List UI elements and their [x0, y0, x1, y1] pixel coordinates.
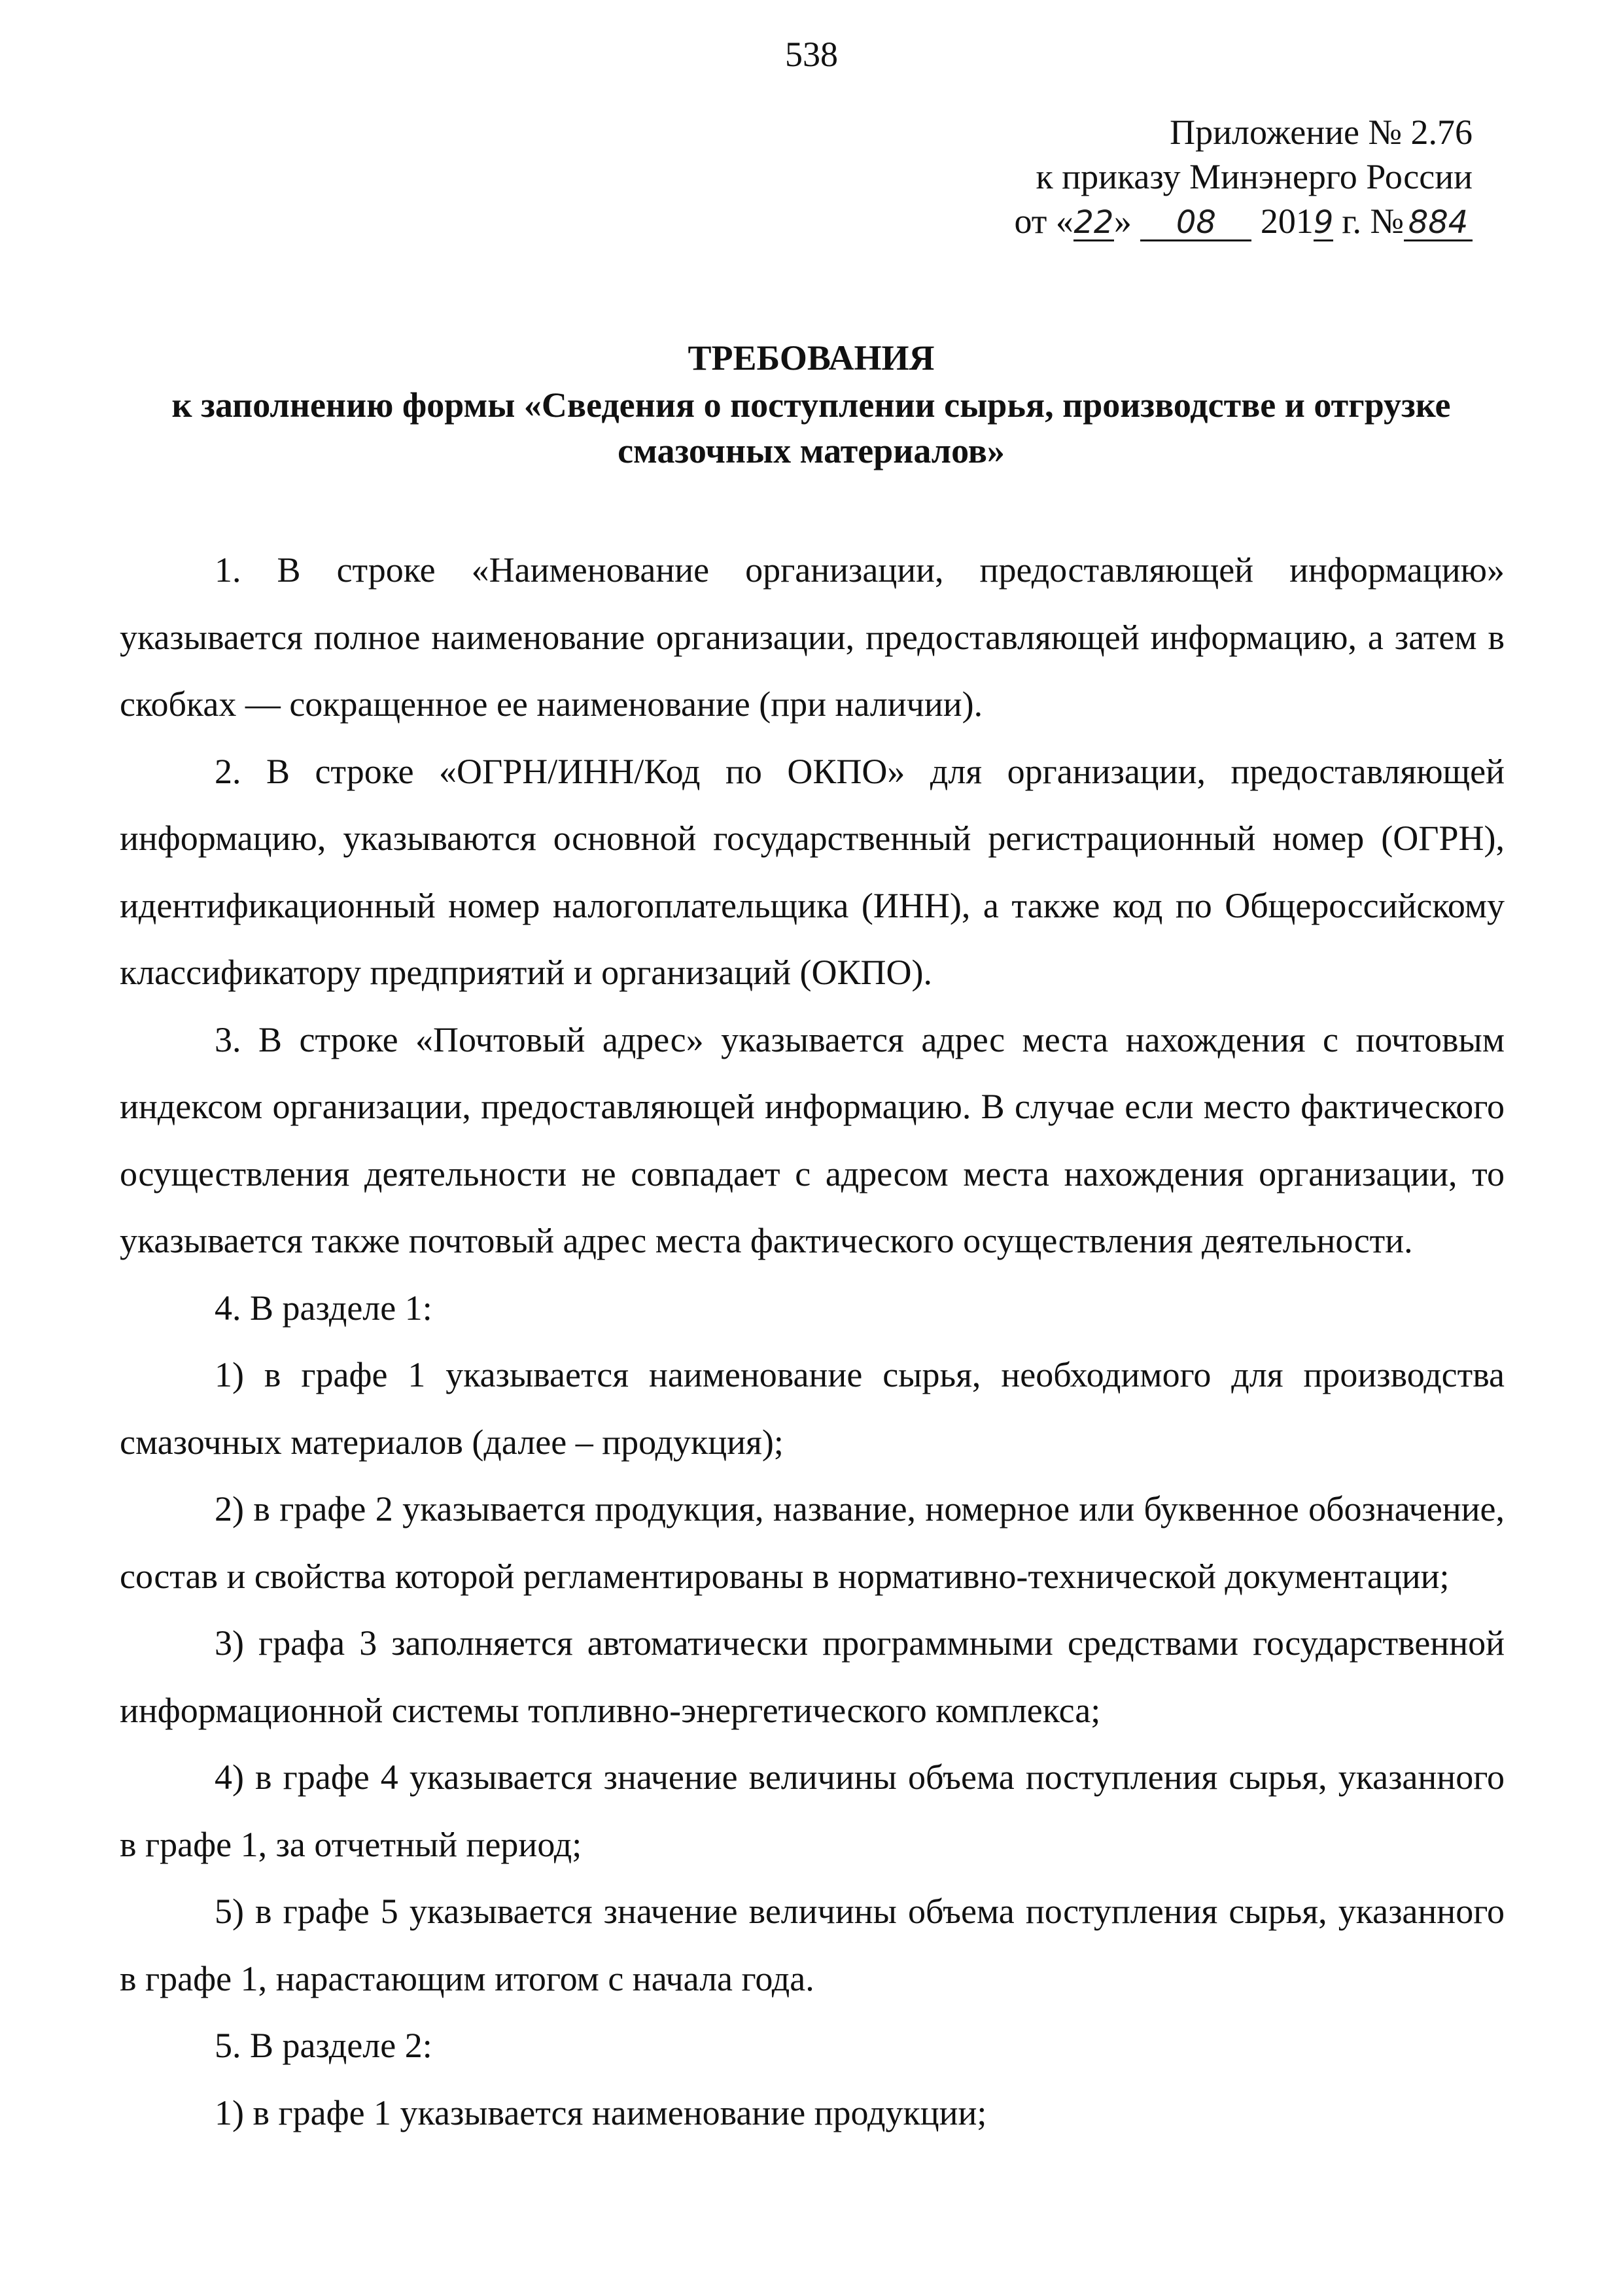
section-1-item-5: 5) в графе 5 указывается значение величины объема поступления сырья, указанного в графе 1, нарастающим итогом с начала года.: [120, 1892, 1505, 1998]
paragraph-2: 2. В строке «ОГРН/ИНН/Код по ОКПО» для организации, предоставляющей информацию, указываются основной государственный регистрационный номер (ОГРН), идентификационный номер налогоплательщика (ИНН), а также код по Общероссийскому классификатору предприятий и организаций (ОКПО).: [120, 751, 1505, 992]
order-year-digit: 9: [1313, 204, 1334, 241]
body-text: [120, 537, 1505, 2146]
appendix-header: [1015, 110, 1473, 243]
page-number: 538: [785, 35, 838, 74]
order-month: 08: [1140, 205, 1251, 241]
date-day-suffix: »: [1113, 202, 1132, 241]
year-suffix: г. №: [1333, 202, 1404, 241]
paragraph-1: 1. В строке «Наименование организации, предоставляющей информацию» указывается полное наименование организации, предоставляющей информацию, а затем в скобках — сокращенное ее наименование (при наличии).: [120, 550, 1505, 724]
order-date-line: [1015, 199, 1473, 243]
section-1-item-3: 3) графа 3 заполняется автоматически программными средствами государственной информационной системы топливно-энергетического комплекса;: [120, 1623, 1505, 1730]
document-title: [118, 335, 1505, 474]
title-subtitle: к заполнению формы «Сведения о поступлении сырья, производстве и отгрузке смазочных материалов»: [171, 385, 1451, 470]
order-number: 884: [1404, 205, 1473, 241]
section-1-item-2: 2) в графе 2 указывается продукция, название, номерное или буквенное обозначение, состав и свойства которой регламентированы в нормативно-технической документации;: [120, 1489, 1505, 1596]
appendix-label: Приложение № 2.76: [1170, 113, 1473, 152]
paragraph-4-section-1-heading: 4. В разделе 1:: [215, 1288, 432, 1328]
section-2-item-1: 1) в графе 1 указывается наименование продукции;: [215, 2093, 987, 2132]
title-heading: ТРЕБОВАНИЯ: [688, 338, 935, 378]
order-reference: к приказу Минэнерго России: [1036, 157, 1473, 196]
date-prefix: от «: [1014, 202, 1073, 241]
order-day: 22: [1073, 204, 1114, 241]
section-1-item-1: 1) в графе 1 указывается наименование сырья, необходимого для производства смазочных материалов (далее – продукция);: [120, 1355, 1505, 1462]
paragraph-5-section-2-heading: 5. В разделе 2:: [215, 2026, 432, 2065]
year-prefix: 201: [1260, 202, 1314, 241]
paragraph-3: 3. В строке «Почтовый адрес» указывается адрес места нахождения с почтовым индексом организации, предоставляющей информацию. В случае если место фактического осуществления деятельности не совпадает с адресом места нахождения организации, то указывается также почтовый адрес места фактического осуществления деятельности.: [120, 1019, 1505, 1260]
section-1-item-4: 4) в графе 4 указывается значение величины объема поступления сырья, указанного в графе 1, за отчетный период;: [120, 1757, 1505, 1864]
